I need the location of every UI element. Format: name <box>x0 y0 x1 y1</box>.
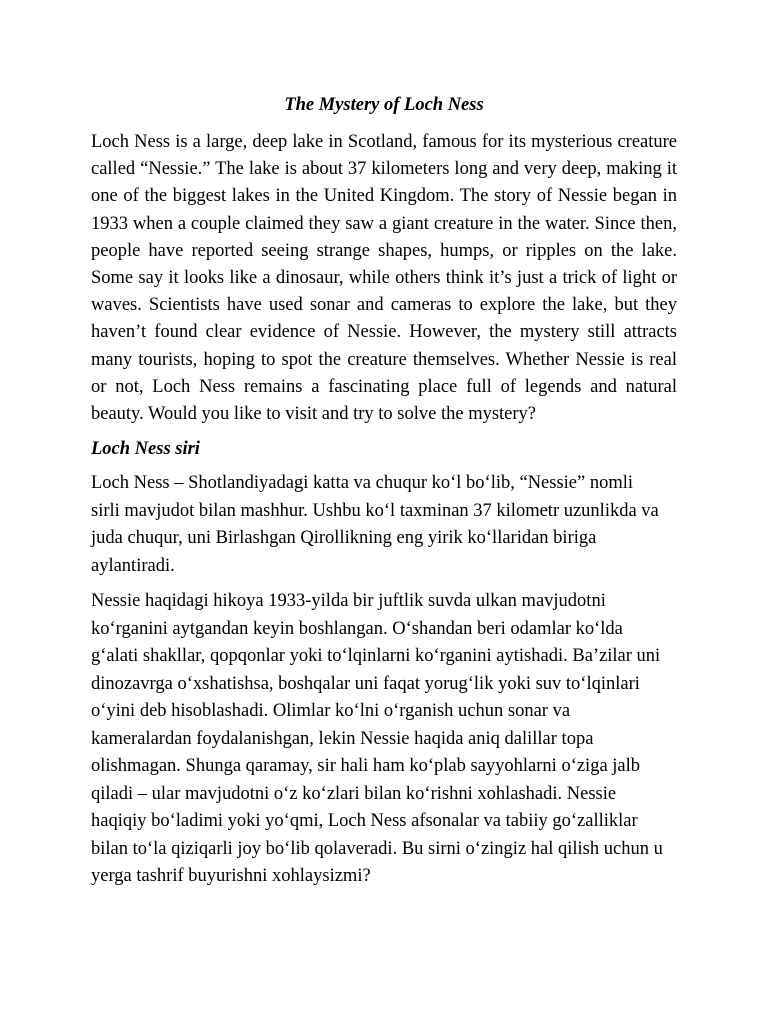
uzbek-paragraph-2: Nessie haqidagi hikoya 1933-yilda bir juftlik suvda ulkan mavjudotni ko‘rganini aytgandan keyin boshlangan. O‘shandan beri odamlar ko‘lda g‘alati shakllar, qopqonlar yoki to‘lqinlarni ko‘rganini aytishadi. Ba’zilar uni dinozavrga o‘xshatishsa, boshqalar uni faqat yorug‘lik yoki suv to‘lqinlari o‘yini deb hisoblashadi. Olimlar ko‘lni o‘rganish uchun sonar va kameralardan foydalanishgan, lekin Nessie haqida aniq dalillar topa olishmagan. Shunga qaramay, sir hali ham ko‘plab sayyohlarni o‘ziga jalb qiladi – ular mavjudotni o‘z ko‘zlari bilan ko‘rishni xohlashadi. Nessie haqiqiy bo‘ladimi yoki yo‘qmi, Loch Ness afsonalar va tabiiy go‘zalliklar bilan to‘la qiziqarli joy bo‘lib qolaveradi. Bu sirni o‘zingiz hal qilish uchun u yerga tashrif buyurishni xohlaysizmi? <box>91 591 663 887</box>
document-page <box>91 92 677 899</box>
english-paragraph: Loch Ness is a large, deep lake in Scotland, famous for its mysterious creature called “Nessie.” The lake is about 37 kilometers long and very deep, making it one of the biggest lakes in the United Kingdom. The story of Nessie began in 1933 when a couple claimed they saw a giant creature in the water. Since then, people have reported seeing strange shapes, humps, or ripples on the lake. Some say it looks like a dinosaur, while others think it’s just a trick of light or waves. Scientists have used sonar and cameras to explore the lake, but they haven’t found clear evidence of Nessie. However, the mystery still attracts many tourists, hoping to spot the creature themselves. Whether Nessie is real or not, Loch Ness remains a fascinating place full of legends and natural beauty. Would you like to visit and try to solve the mystery? <box>91 132 677 425</box>
document-title: The Mystery of Loch Ness <box>284 95 484 115</box>
uzbek-subtitle: Loch Ness siri <box>91 439 200 460</box>
uzbek-paragraph-1: Loch Ness – Shotlandiyadagi katta va chuqur ko‘l bo‘lib, “Nessie” nomli sirli mavjudot bilan mashhur. Ushbu ko‘l taxminan 37 kilometr uzunlikda va juda chuqur, uni Birlashgan Qirollikning eng yirik ko‘llaridan biriga aylantiradi. <box>91 473 659 576</box>
